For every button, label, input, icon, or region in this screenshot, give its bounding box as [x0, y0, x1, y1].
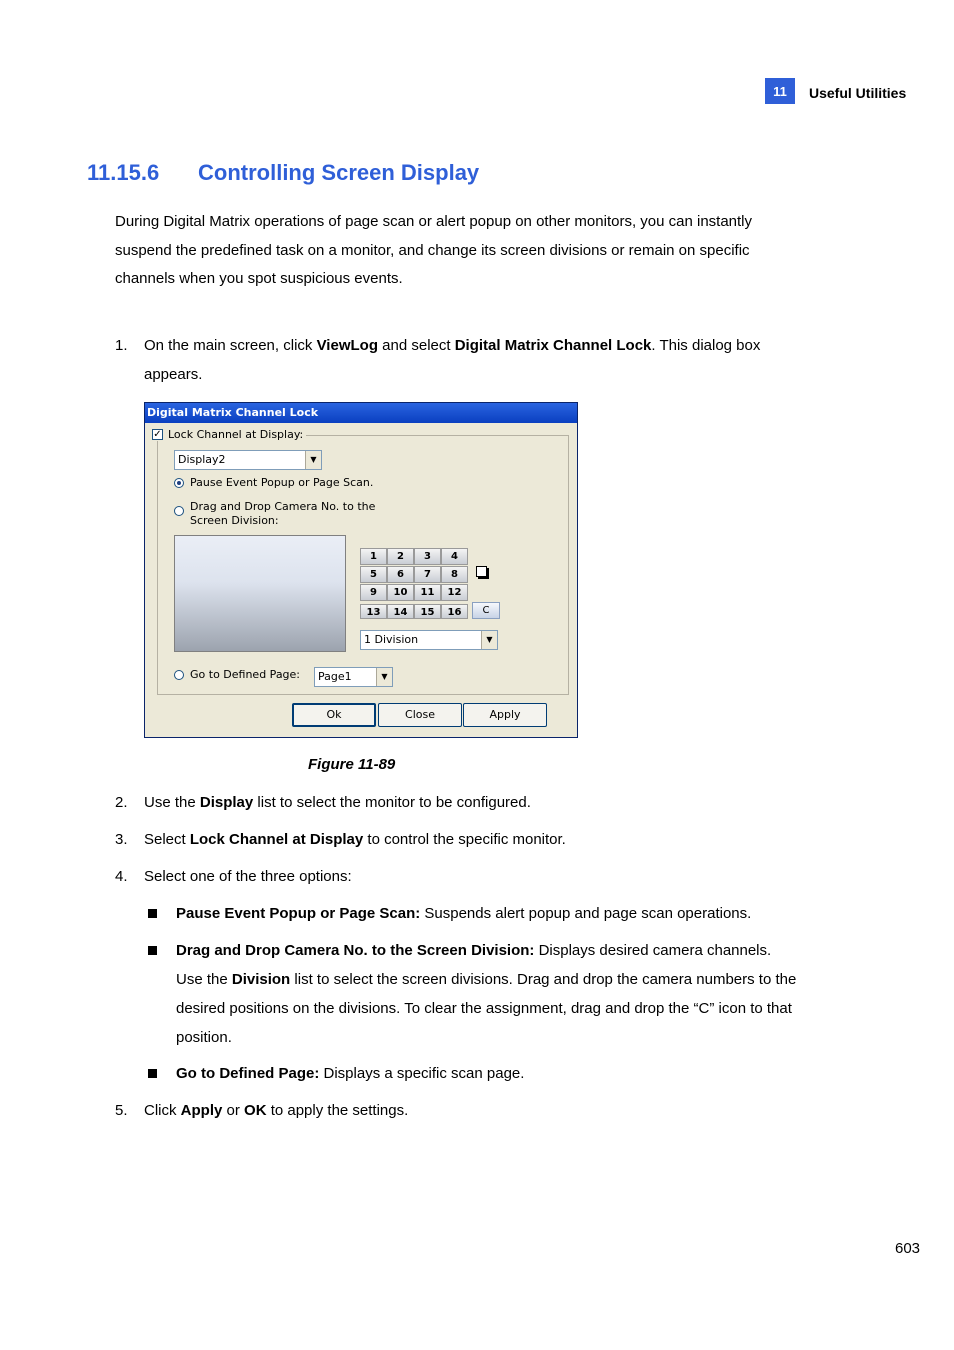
division-value: 1 Division — [364, 633, 419, 646]
intro-line: channels when you spot suspicious events. — [115, 270, 403, 287]
square-bullet-icon — [148, 909, 157, 918]
radio-unselected-icon — [174, 506, 184, 516]
camera-button[interactable]: 6 — [387, 566, 414, 583]
camera-button[interactable]: 10 — [387, 584, 414, 601]
channel-lock-dialog — [144, 402, 578, 738]
ok-button[interactable]: Ok — [292, 703, 376, 727]
radio-selected-icon — [174, 478, 184, 488]
bullet-text: list to select the screen divisions. Drag and drop the camera numbers to the — [290, 971, 797, 988]
display-value: Display2 — [178, 453, 226, 466]
bullet-text: Displays desired camera channels. — [534, 942, 772, 959]
step-text: or — [222, 1102, 245, 1119]
camera-button[interactable]: 14 — [387, 604, 414, 619]
step-bold: Digital Matrix Channel Lock — [454, 337, 652, 354]
camera-button[interactable]: 7 — [414, 566, 441, 583]
bullet-text: Displays a specific scan page. — [319, 1065, 525, 1082]
full-screen-icon[interactable] — [476, 566, 487, 577]
camera-button[interactable]: 15 — [414, 604, 441, 619]
bullet-pause — [146, 899, 846, 928]
step-text: appears. — [144, 366, 203, 383]
camera-button[interactable]: 11 — [414, 584, 441, 601]
step-5 — [115, 1096, 845, 1125]
camera-button[interactable]: 3 — [414, 548, 441, 565]
step-text: Use the — [144, 794, 200, 811]
square-bullet-icon — [148, 1069, 157, 1078]
page-value: Page1 — [318, 670, 352, 683]
screen-division-preview[interactable] — [174, 535, 346, 652]
step-text: On the main screen, click — [144, 337, 317, 354]
step-text: Select — [144, 831, 190, 848]
bullet-text: Suspends alert popup and page scan operations. — [420, 905, 752, 922]
section-heading — [87, 160, 479, 186]
radio-drag-label: Drag and Drop Camera No. to the — [190, 500, 376, 513]
step-number: 4. — [115, 868, 128, 885]
step-bold: OK — [244, 1102, 267, 1119]
division-select[interactable] — [360, 630, 498, 650]
intro-paragraph — [115, 208, 845, 294]
step-text: to apply the settings. — [266, 1102, 409, 1119]
chapter-badge: 11 — [765, 78, 795, 104]
step-3 — [115, 825, 845, 854]
step-text: Click — [144, 1102, 181, 1119]
page-number: 603 — [895, 1240, 921, 1257]
radio-drag-label: Screen Division: — [190, 514, 279, 527]
step-4 — [115, 862, 845, 891]
chevron-down-icon: ▼ — [481, 631, 497, 649]
step-number: 1. — [115, 337, 128, 354]
camera-button[interactable]: 16 — [441, 604, 468, 619]
step-text: and select — [377, 337, 455, 354]
bullet-text: position. — [176, 1029, 232, 1046]
camera-button[interactable]: 4 — [441, 548, 468, 565]
lock-channel-checkbox[interactable] — [152, 428, 306, 441]
bullet-label: Go to Defined Page: — [176, 1065, 320, 1082]
dialog-title: Digital Matrix Channel Lock — [145, 403, 577, 423]
bullet-text: desired positions on the divisions. To clear the assignment, drag and drop the “C” icon to that — [176, 1000, 792, 1017]
square-bullet-icon — [148, 946, 157, 955]
bullet-bold: Division — [231, 971, 291, 988]
bullet-drag-drop — [146, 936, 846, 1052]
bullet-label: Pause Event Popup or Page Scan: — [176, 905, 421, 922]
section-title: Controlling Screen Display — [198, 160, 480, 185]
camera-button[interactable]: 8 — [441, 566, 468, 583]
chapter-title: Useful Utilities — [809, 85, 907, 101]
step-2 — [115, 788, 845, 817]
radio-pause-label: Pause Event Popup or Page Scan. — [190, 476, 374, 489]
camera-number-grid — [360, 548, 468, 619]
camera-button[interactable]: 5 — [360, 566, 387, 583]
step-bold: Apply — [180, 1102, 223, 1119]
step-bold: Lock Channel at Display — [189, 831, 364, 848]
step-number: 3. — [115, 831, 128, 848]
step-bold: Display — [199, 794, 254, 811]
radio-defined-page[interactable] — [174, 668, 300, 681]
clear-c-button[interactable]: C — [472, 602, 500, 619]
bullet-label: Drag and Drop Camera No. to the Screen Division: — [176, 942, 535, 959]
step-text: to control the specific monitor. — [363, 831, 566, 848]
display-select[interactable] — [174, 450, 322, 470]
camera-button[interactable]: 13 — [360, 604, 387, 619]
radio-unselected-icon — [174, 670, 184, 680]
step-number: 2. — [115, 794, 128, 811]
step-bold: ViewLog — [316, 337, 378, 354]
section-number: 11.15.6 — [87, 160, 160, 185]
step-1 — [115, 331, 845, 389]
step-text: list to select the monitor to be configured. — [253, 794, 531, 811]
lock-groupbox — [153, 428, 569, 695]
chevron-down-icon: ▼ — [376, 668, 392, 686]
camera-button[interactable]: 2 — [387, 548, 414, 565]
camera-button[interactable]: 9 — [360, 584, 387, 601]
camera-button[interactable]: 12 — [441, 584, 468, 601]
figure-caption: Figure 11-89 — [308, 756, 396, 773]
radio-pause[interactable] — [174, 476, 373, 489]
radio-page-label: Go to Defined Page: — [190, 668, 301, 681]
step-text: . This dialog box — [651, 337, 761, 354]
radio-drag-drop[interactable] — [174, 500, 375, 528]
intro-line: suspend the predefined task on a monitor, and change its screen divisions or remain on specific — [115, 241, 750, 259]
intro-line: During Digital Matrix operations of page scan or alert popup on other monitors, you can instantly — [115, 213, 753, 230]
step-number: 5. — [115, 1102, 128, 1119]
apply-button[interactable]: Apply — [463, 703, 547, 727]
close-button[interactable]: Close — [378, 703, 462, 727]
chevron-down-icon: ▼ — [305, 451, 321, 469]
checkmark-icon: ✓ — [153, 429, 162, 440]
bullet-defined-page — [146, 1059, 846, 1088]
bullet-text: Use the — [176, 971, 232, 988]
page-select[interactable] — [314, 667, 393, 687]
step-text: Select one of the three options: — [144, 868, 352, 885]
lock-channel-label: Lock Channel at Display: — [168, 428, 304, 441]
camera-button[interactable]: 1 — [360, 548, 387, 565]
